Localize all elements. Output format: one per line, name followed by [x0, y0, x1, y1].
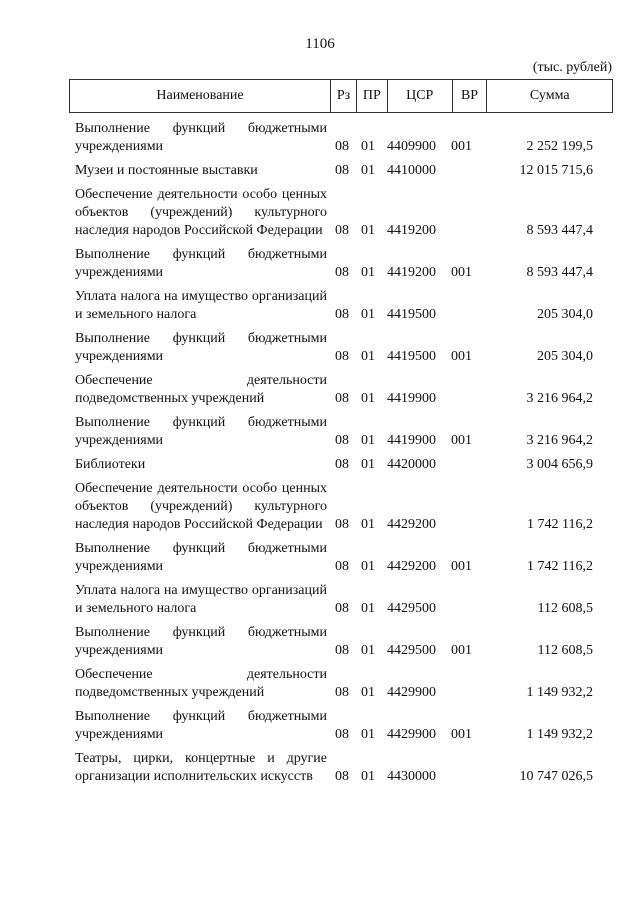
cell-csr: 4420000	[387, 457, 436, 472]
cell-vr: 001	[451, 265, 472, 280]
table-row	[75, 582, 613, 618]
cell-vr: 001	[451, 433, 472, 448]
cell-rz: 08	[335, 265, 349, 280]
table-row	[75, 372, 613, 408]
cell-rz: 08	[335, 163, 349, 178]
cell-name: Выполнение функций бюджетными учреждениями	[75, 541, 327, 574]
cell-csr: 4419200	[387, 265, 436, 280]
cell-rz: 08	[335, 349, 349, 364]
cell-csr: 4419900	[387, 433, 436, 448]
cell-pr: 01	[361, 559, 375, 574]
cell-vr: 001	[451, 559, 472, 574]
cell-rz: 08	[335, 601, 349, 616]
cell-rz: 08	[335, 517, 349, 532]
cell-pr: 01	[361, 139, 375, 154]
table-row	[75, 330, 613, 366]
cell-csr: 4429900	[387, 727, 436, 742]
cell-name: Библиотеки	[75, 457, 146, 472]
header-rz: Рз	[331, 80, 357, 112]
cell-csr: 4409900	[387, 139, 436, 154]
cell-csr: 4429200	[387, 517, 436, 532]
cell-name: Выполнение функций бюджетными учреждениями	[75, 121, 327, 154]
table-row	[75, 246, 613, 282]
cell-pr: 01	[361, 433, 375, 448]
page-number: 1106	[305, 36, 335, 52]
header-name: Наименование	[70, 80, 331, 112]
table-row	[75, 480, 613, 534]
cell-rz: 08	[335, 433, 349, 448]
cell-name: Уплата налога на имущество организаций и земельного налога	[75, 289, 327, 322]
cell-csr: 4419200	[387, 223, 436, 238]
cell-name: Музеи и постоянные выставки	[75, 163, 258, 178]
cell-pr: 01	[361, 349, 375, 364]
cell-vr: 001	[451, 349, 472, 364]
header-pr: ПР	[357, 80, 388, 112]
table-row	[75, 708, 613, 744]
cell-name: Выполнение функций бюджетными учреждениями	[75, 247, 327, 280]
cell-rz: 08	[335, 307, 349, 322]
table-row	[75, 624, 613, 660]
cell-sum: 2 252 199,5	[526, 139, 593, 154]
cell-vr: 001	[451, 139, 472, 154]
cell-name: Выполнение функций бюджетными учреждениями	[75, 415, 327, 448]
table-row	[75, 456, 613, 474]
table-row	[75, 666, 613, 702]
cell-rz: 08	[335, 391, 349, 406]
header-vr: ВР	[453, 80, 488, 112]
table-row	[75, 162, 613, 180]
units-label: (тыс. рублей)	[532, 60, 612, 75]
cell-sum: 12 015 715,6	[519, 163, 593, 178]
cell-name: Обеспечение деятельности особо ценных объектов (учреждений) культурного наследия народов Российской Федерации	[75, 481, 327, 532]
cell-pr: 01	[361, 727, 375, 742]
cell-sum: 1 742 116,2	[527, 517, 593, 532]
cell-pr: 01	[361, 517, 375, 532]
cell-pr: 01	[361, 457, 375, 472]
table-row	[75, 288, 613, 324]
cell-name: Обеспечение деятельности подведомственных учреждений	[75, 373, 327, 406]
table-header	[69, 79, 613, 113]
cell-name: Обеспечение деятельности подведомственных учреждений	[75, 667, 327, 700]
cell-pr: 01	[361, 265, 375, 280]
cell-name: Театры, цирки, концертные и другие организации исполнительских искусств	[75, 751, 327, 784]
cell-sum: 3 004 656,9	[526, 457, 593, 472]
cell-name: Уплата налога на имущество организаций и земельного налога	[75, 583, 327, 616]
cell-csr: 4419500	[387, 349, 436, 364]
cell-pr: 01	[361, 685, 375, 700]
cell-rz: 08	[335, 139, 349, 154]
cell-csr: 4429200	[387, 559, 436, 574]
cell-pr: 01	[361, 223, 375, 238]
cell-sum: 3 216 964,2	[526, 391, 593, 406]
cell-rz: 08	[335, 685, 349, 700]
cell-sum: 112 608,5	[537, 601, 593, 616]
cell-csr: 4419900	[387, 391, 436, 406]
cell-sum: 8 593 447,4	[526, 265, 593, 280]
header-csr: ЦСР	[388, 80, 453, 112]
table-row	[75, 540, 613, 576]
cell-csr: 4429500	[387, 643, 436, 658]
cell-pr: 01	[361, 769, 375, 784]
cell-csr: 4430000	[387, 769, 436, 784]
cell-csr: 4419500	[387, 307, 436, 322]
cell-sum: 1 149 932,2	[526, 727, 593, 742]
cell-rz: 08	[335, 727, 349, 742]
cell-name: Обеспечение деятельности особо ценных объектов (учреждений) культурного наследия народов Российской Федерации	[75, 187, 327, 238]
table-row	[75, 120, 613, 156]
table-body	[75, 120, 613, 792]
cell-rz: 08	[335, 769, 349, 784]
cell-rz: 08	[335, 223, 349, 238]
cell-name: Выполнение функций бюджетными учреждениями	[75, 709, 327, 742]
table-row	[75, 750, 613, 786]
cell-sum: 1 149 932,2	[526, 685, 593, 700]
cell-rz: 08	[335, 643, 349, 658]
cell-pr: 01	[361, 643, 375, 658]
cell-sum: 1 742 116,2	[527, 559, 593, 574]
cell-sum: 8 593 447,4	[526, 223, 593, 238]
cell-pr: 01	[361, 307, 375, 322]
cell-name: Выполнение функций бюджетными учреждениями	[75, 331, 327, 364]
cell-vr: 001	[451, 643, 472, 658]
cell-sum: 205 304,0	[537, 349, 593, 364]
cell-pr: 01	[361, 163, 375, 178]
cell-sum: 112 608,5	[537, 643, 593, 658]
cell-csr: 4429500	[387, 601, 436, 616]
cell-rz: 08	[335, 457, 349, 472]
cell-sum: 10 747 026,5	[519, 769, 593, 784]
cell-pr: 01	[361, 391, 375, 406]
cell-pr: 01	[361, 601, 375, 616]
header-sum: Сумма	[529, 88, 570, 103]
cell-name: Выполнение функций бюджетными учреждениями	[75, 625, 327, 658]
table-row	[75, 414, 613, 450]
cell-csr: 4410000	[387, 163, 436, 178]
cell-sum: 3 216 964,2	[526, 433, 593, 448]
table-row	[75, 186, 613, 240]
cell-sum: 205 304,0	[537, 307, 593, 322]
cell-vr: 001	[451, 727, 472, 742]
cell-csr: 4429900	[387, 685, 436, 700]
cell-rz: 08	[335, 559, 349, 574]
